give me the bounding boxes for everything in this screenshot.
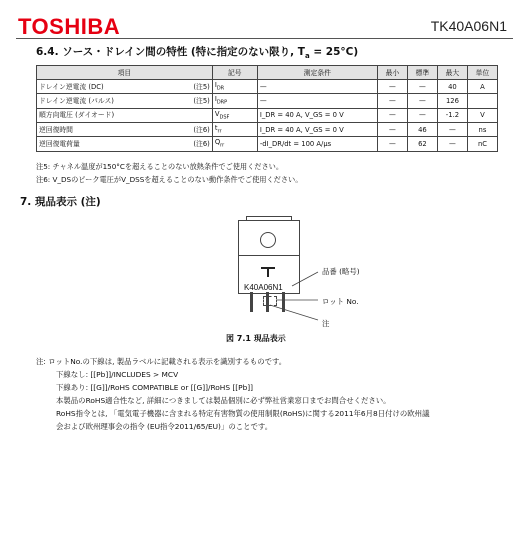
row-min: —: [377, 108, 407, 122]
row-symbol: $I_{DRP}$: [212, 94, 257, 108]
row-symbol: $V_{DSF}$: [212, 108, 257, 122]
row-condition: I_DR = 40 A, V_GS = 0 V: [257, 108, 377, 122]
row-max: —: [437, 137, 467, 151]
header-unit: 単位: [467, 66, 497, 80]
bottom-note-5: RoHS指令とは, 「電気電子機器に含まれる特定有害物質の使用制限(RoHS)に関する2011年6月8日付けの欧州議: [56, 409, 430, 418]
bottom-note-1: 注: ロットNo.の下線は, 製品ラベルに記載される表示を識別するものです。: [36, 357, 287, 366]
row-typ: —: [407, 94, 437, 108]
row-typ: —: [407, 80, 437, 94]
note-5: 注5: チャネル温度が150°Cを超えることのない放熱条件でご使用ください。: [36, 162, 284, 171]
row-typ: —: [407, 108, 437, 122]
row-condition: I_DR = 40 A, V_GS = 0 V: [257, 123, 377, 137]
bottom-note-4: 本製品のRoHS適合性など, 詳細につきましては製品個別に必ず弊社営業窓口までお問合せください。: [56, 396, 391, 405]
row-typ: 62: [407, 137, 437, 151]
row-max: -1.2: [437, 108, 467, 122]
bottom-note-2: 下線なし: [[Pb]]/INCLUDES > MCV: [56, 370, 179, 379]
callout-lot: ロット No.: [322, 297, 359, 306]
section-number: 6.4.: [36, 46, 59, 58]
header-max: 最大: [437, 66, 467, 80]
row-symbol: $t_{rr}$: [212, 123, 257, 137]
section-title-subscript: a: [304, 52, 310, 61]
row-symbol: $Q_{rr}$: [212, 137, 257, 151]
header-symbol: 記号: [212, 66, 257, 80]
note-6: 注6: V_DSのピーク電圧がV_DSSを超えることのない動作条件でご使用ください。: [36, 175, 303, 184]
row-min: —: [377, 123, 407, 137]
section-7-title: 7. 現品表示 (注): [20, 196, 101, 208]
row-min: —: [377, 94, 407, 108]
row-min: —: [377, 137, 407, 151]
row-condition: -dI_DR/dt = 100 A/μs: [257, 137, 377, 151]
row-item: ドレイン逆電流 (パルス) (注5): [37, 94, 213, 108]
section-title-text: ソース・ドレイン間の特性 (特に指定のない限り, T: [62, 46, 305, 58]
section-title-suffix: = 25°C): [309, 46, 359, 58]
package-part-marking: K40A06N1: [244, 283, 283, 292]
toshiba-logo: TOSHIBA: [18, 14, 121, 39]
bottom-note-6: 会および欧州理事会の指令 (EU指令2011/65/EU)」のことです。: [56, 422, 273, 431]
row-unit: nC: [467, 137, 497, 151]
row-symbol: $I_{DR}$: [212, 80, 257, 94]
callout-note: 注: [322, 319, 330, 328]
row-max: 126: [437, 94, 467, 108]
row-typ: 46: [407, 123, 437, 137]
row-condition: —: [257, 94, 377, 108]
row-max: —: [437, 123, 467, 137]
row-condition: —: [257, 80, 377, 94]
row-unit: V: [467, 108, 497, 122]
row-item: 順方向電圧 (ダイオード): [37, 108, 213, 122]
bottom-note-3: 下線あり: [[G]]/RoHS COMPATIBLE or [[G]]/RoHS [[Pb]]: [56, 383, 254, 392]
header-item: 項目: [37, 66, 213, 80]
row-max: 40: [437, 80, 467, 94]
row-item: 逆回復時間 (注6): [37, 123, 213, 137]
header-typ: 標準: [407, 66, 437, 80]
row-unit: ns: [467, 123, 497, 137]
row-min: —: [377, 80, 407, 94]
row-item: ドレイン逆電流 (DC) (注5): [37, 80, 213, 94]
header-condition: 測定条件: [257, 66, 377, 80]
row-unit: A: [467, 80, 497, 94]
header-min: 最小: [377, 66, 407, 80]
figure-caption: 図 7.1 現品表示: [226, 334, 286, 343]
row-item: 逆回復電荷量 (注6): [37, 137, 213, 151]
callout-part: 品番 (略号): [322, 267, 360, 276]
part-number: TK40A06N1: [430, 18, 507, 34]
